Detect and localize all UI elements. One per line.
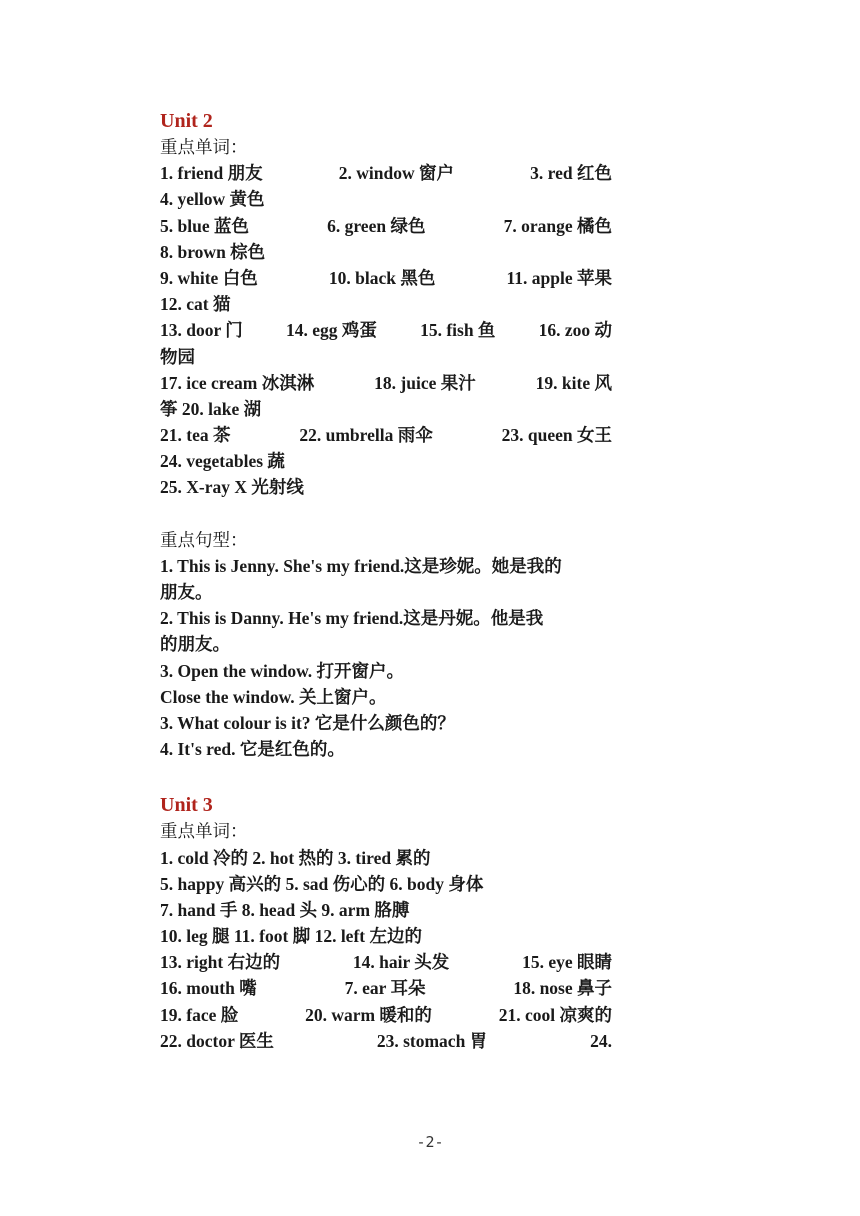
vocab-entry: 14. hair 头发	[352, 952, 450, 973]
vocab-entry: 24. vegetables 蔬	[160, 451, 285, 472]
vocab-entry: 8. brown 棕色	[160, 241, 266, 262]
unit3-vocab-list	[160, 845, 612, 1055]
vocab-line	[160, 317, 612, 343]
vocab-entry: 19. kite 风	[535, 372, 612, 393]
unit3-vocab-heading: 重点单词：	[160, 821, 248, 842]
sentence-line: 3. What colour is it? 它是什么颜色的？	[160, 712, 455, 733]
vocab-line	[160, 949, 612, 975]
vocab-entry: 1. cold 冷的 2. hot 热的 3. tired 累的	[160, 847, 431, 868]
vocab-line	[160, 186, 612, 212]
vocab-line	[160, 239, 612, 265]
vocab-entry: 19. face 脸	[160, 1004, 239, 1025]
vocab-entry: 14. egg 鸡蛋	[285, 320, 377, 341]
vocab-entry: 17. ice cream 冰淇淋	[160, 372, 315, 393]
sentence-line: 的朋友。	[160, 634, 230, 655]
vocab-entry: 25. X-ray X 光射线	[160, 477, 304, 498]
vocab-entry: 24.	[590, 1030, 612, 1051]
vocab-entry: 1. friend 朋友	[160, 163, 263, 184]
vocab-line	[160, 448, 612, 474]
document-page	[160, 108, 612, 1054]
vocab-entry: 11. apple 苹果	[506, 267, 612, 288]
vocab-line	[160, 975, 612, 1001]
vocab-entry: 16. mouth 嘴	[160, 978, 257, 999]
vocab-entry: 13. door 门	[160, 320, 243, 341]
sentence-line: 2. This is Danny. He's my friend.这是丹妮。他是我	[160, 608, 544, 629]
vocab-entry: 12. cat 猫	[160, 294, 231, 315]
vocab-entry: 5. happy 高兴的 5. sad 伤心的 6. body 身体	[160, 873, 484, 894]
vocab-entry: 22. umbrella 雨伞	[299, 425, 433, 446]
sentence-line: 4. It's red. 它是红色的。	[160, 739, 345, 760]
vocab-line	[160, 344, 612, 370]
vocab-line	[160, 370, 612, 396]
sentence-line: 3. Open the window. 打开窗户。	[160, 660, 405, 681]
sentence-line: 朋友。	[160, 582, 213, 602]
vocab-entry: 物园	[160, 346, 195, 367]
vocab-line	[160, 160, 612, 186]
vocab-entry: 20. warm 暖和的	[305, 1004, 432, 1025]
vocab-entry: 21. tea 茶	[160, 425, 231, 446]
sentence-line: 1. This is Jenny. She's my friend.这是珍妮。她是我的	[160, 555, 562, 576]
vocab-entry: 23. queen 女王	[501, 425, 612, 446]
vocab-entry: 23. stomach 胃	[376, 1030, 488, 1051]
vocab-entry: 18. juice 果汁	[374, 372, 476, 393]
page-number: -2-	[416, 1133, 444, 1151]
unit2-vocab-list	[160, 160, 612, 500]
vocab-entry: 10. black 黑色	[328, 267, 436, 288]
vocab-entry: 10. leg 腿 11. foot 脚 12. left 左边的	[160, 926, 422, 947]
vocab-line	[160, 923, 612, 949]
vocab-line	[160, 396, 612, 422]
vocab-line	[160, 871, 612, 897]
vocab-line	[160, 474, 612, 500]
vocab-entry: 18. nose 鼻子	[513, 978, 612, 999]
vocab-line	[160, 291, 612, 317]
unit2-sentence-list	[160, 553, 612, 763]
vocab-entry: 7. ear 耳朵	[344, 978, 426, 999]
vocab-line	[160, 422, 612, 448]
unit2-vocab-heading: 重点单词：	[160, 137, 248, 157]
vocab-entry: 3. red 红色	[530, 163, 612, 184]
vocab-line	[160, 213, 612, 239]
vocab-entry: 7. hand 手 8. head 头 9. arm 胳膊	[160, 899, 410, 920]
vocab-entry: 15. fish 鱼	[420, 320, 496, 341]
vocab-line	[160, 1002, 612, 1028]
vocab-entry: 16. zoo 动	[538, 320, 612, 341]
unit3-title: Unit 3	[160, 794, 213, 817]
sentence-line: Close the window. 关上窗户。	[160, 686, 387, 707]
vocab-line	[160, 897, 612, 923]
vocab-entry: 15. eye 眼睛	[522, 952, 612, 973]
unit2-sentence-heading: 重点句型：	[160, 529, 248, 550]
vocab-entry: 2. window 窗户	[338, 163, 454, 184]
vocab-entry: 21. cool 凉爽的	[498, 1004, 612, 1025]
vocab-line	[160, 265, 612, 291]
vocab-entry: 22. doctor 医生	[160, 1030, 274, 1051]
vocab-entry: 筝 20. lake 湖	[160, 398, 262, 419]
vocab-entry: 13. right 右边的	[160, 952, 281, 973]
vocab-entry: 5. blue 蓝色	[160, 215, 249, 236]
vocab-line	[160, 1028, 612, 1054]
vocab-line	[160, 845, 612, 871]
unit2-title: Unit 2	[160, 110, 213, 132]
vocab-entry: 7. orange 橘色	[503, 215, 612, 236]
vocab-entry: 4. yellow 黄色	[160, 189, 265, 210]
vocab-entry: 9. white 白色	[160, 267, 258, 288]
vocab-entry: 6. green 绿色	[327, 215, 426, 236]
